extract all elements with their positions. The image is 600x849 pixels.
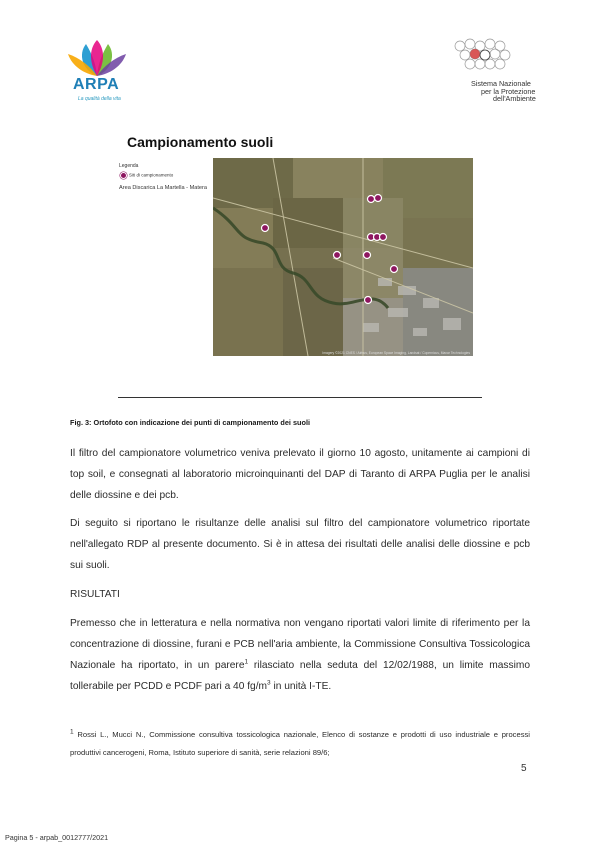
- paragraph-results-intro: Di seguito si riportano le risultanze delle analisi sul filtro del campionatore volumetrico riportate nell'allegato RDP al presente documento. Si è in attesa dei risultati delle analisi delle diossine e pcb sui suoli.: [70, 518, 530, 571]
- sampling-site-marker-icon: [364, 252, 371, 259]
- figure-divider: [118, 397, 482, 398]
- footnote-text: Rossi L., Mucci N., Commissione consultiva tossicologica nazionale, Elenco di sostanze e prodotti di uso industriale e processi produttivi cancerogeni, Roma, Istituto superiore di sanità, serie relazioni 89/6;: [70, 730, 530, 757]
- arpa-wordmark: ARPA: [73, 76, 120, 93]
- section-title: Campionamento suoli: [127, 134, 274, 150]
- arpa-tagline: La qualità della vita: [78, 96, 121, 102]
- paragraph-sampling: Il filtro del campionatore volumetrico veniva prelevato il giorno 10 agosto, unitamente ai campioni di top soil, e consegnati al laboratorio microinquinanti del DAP di Taranto di ARPA Puglia per le analisi delle diossine e dei pcb.: [70, 448, 530, 501]
- snpa-logo: [452, 38, 516, 82]
- paragraph-limits: [70, 613, 530, 697]
- sampling-site-marker-icon: [368, 196, 375, 203]
- sampling-site-marker-icon: [391, 266, 398, 273]
- paragraph-limits-part1: Premesso che in letteratura e nella normativa non vengano riportati valori limite di riferimento per la concentrazione di diossine, furani e PCB nell'aria ambiente, la Commissione Consultiva Tossicologica Nazionale ha riportato, in un parere: [70, 618, 530, 671]
- snpa-line3: dell'Ambiente: [493, 94, 536, 104]
- snpa-line1: Sistema Nazionale: [471, 79, 531, 88]
- legend-item-label: Siti di campionamento: [129, 172, 174, 178]
- figure-caption: Fig. 3: Ortofoto con indicazione dei punti di campionamento dei suoli: [70, 418, 310, 427]
- paragraph-limits-part2: rilasciato nella seduta del 12/02/1988, un limite massimo tollerabile per PCDD e PCDF pari a 40 fg/m: [70, 660, 531, 692]
- sampling-site-marker-icon: [375, 195, 382, 202]
- sampling-site-marker-icon: [365, 297, 372, 304]
- paragraph-limits-part3: in unità I-TE.: [270, 681, 332, 692]
- sampling-site-marker-icon: [262, 225, 269, 232]
- footnote-reference: 1: [244, 658, 249, 666]
- sampling-site-marker-icon: [334, 252, 341, 259]
- orthophoto-map: [213, 158, 473, 356]
- sampling-site-marker-icon: [120, 172, 127, 179]
- legend-item: [120, 172, 173, 179]
- map-credits: Imagery ©2021 CNES / Airbus, European Space Imaging, Landsat / Copernicus, Maxar Technologies: [322, 351, 470, 355]
- results-heading: RISULTATI: [70, 589, 120, 600]
- legend-title: Legenda: [119, 163, 139, 169]
- snpa-line2: per la Protezione: [481, 86, 536, 96]
- protocol-stamp: Pagina 5 - arpab_0012777/2021: [5, 833, 109, 842]
- area-label: Area Discarica La Martella - Matera: [119, 185, 207, 191]
- sampling-site-marker-icon: [380, 234, 387, 241]
- page-number: 5: [521, 763, 527, 774]
- footnote-marker: 1: [70, 728, 74, 736]
- unit-exponent: 3: [267, 679, 271, 687]
- snpa-name: [471, 80, 561, 103]
- footnote: [70, 726, 530, 762]
